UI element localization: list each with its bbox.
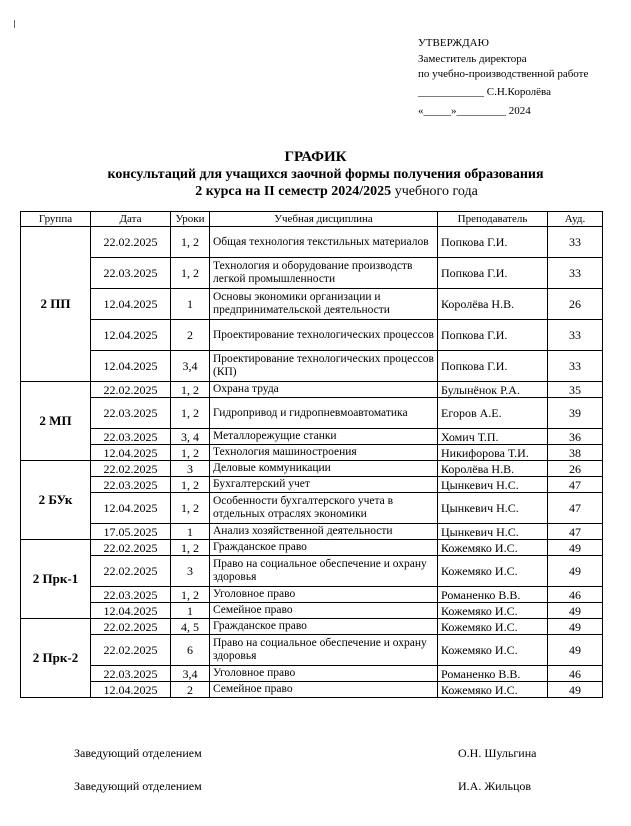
approval-signature: ____________ С.Н.Королёва <box>418 85 551 98</box>
subject-cell: Проектирование технологических процессов <box>210 320 438 351</box>
teacher-cell: Булынёнок Р.А. <box>438 382 548 398</box>
teacher-cell: Никифорова Т.И. <box>438 445 548 461</box>
lessons-cell: 3, 4 <box>171 429 210 445</box>
lessons-cell: 3 <box>171 556 210 587</box>
subject-cell: Гражданское право <box>210 619 438 635</box>
table-row <box>21 429 603 445</box>
room-cell: 26 <box>548 289 603 320</box>
subject-cell: Общая технология текстильных материалов <box>210 227 438 258</box>
room-cell: 49 <box>548 540 603 556</box>
corner-mark <box>14 20 15 28</box>
table-row <box>21 682 603 698</box>
teacher-cell: Кожемяко И.С. <box>438 635 548 666</box>
header-date: Дата <box>91 212 171 227</box>
header-room: Ауд. <box>548 212 603 227</box>
room-cell: 49 <box>548 635 603 666</box>
footer-signature-1 <box>74 746 537 761</box>
date-cell: 22.03.2025 <box>91 666 171 682</box>
lessons-cell: 1, 2 <box>171 398 210 429</box>
lessons-cell: 1 <box>171 524 210 540</box>
lessons-cell: 1, 2 <box>171 445 210 461</box>
room-cell: 26 <box>548 461 603 477</box>
subject-cell: Право на социальное обеспечение и охрану здоровья <box>210 556 438 587</box>
teacher-cell: Хомич Т.П. <box>438 429 548 445</box>
lessons-cell: 3,4 <box>171 351 210 382</box>
date-cell: 22.03.2025 <box>91 398 171 429</box>
date-cell: 22.02.2025 <box>91 461 171 477</box>
table-row <box>21 227 603 258</box>
lessons-cell: 1, 2 <box>171 258 210 289</box>
room-cell: 46 <box>548 666 603 682</box>
table-row <box>21 603 603 619</box>
group-cell: 2 Прк-1 <box>21 540 91 619</box>
room-cell: 33 <box>548 320 603 351</box>
group-cell: 2 ПП <box>21 227 91 382</box>
lessons-cell: 4, 5 <box>171 619 210 635</box>
title-term-rest: учебного года <box>391 184 478 199</box>
date-cell: 12.04.2025 <box>91 682 171 698</box>
subject-cell: Проектирование технологических процессов (КП) <box>210 351 438 382</box>
teacher-cell: Кожемяко И.С. <box>438 619 548 635</box>
table-row <box>21 258 603 289</box>
room-cell: 47 <box>548 477 603 493</box>
header-teacher: Преподаватель <box>438 212 548 227</box>
teacher-cell: Попкова Г.И. <box>438 227 548 258</box>
table-header-row <box>21 212 603 227</box>
room-cell: 33 <box>548 351 603 382</box>
room-cell: 39 <box>548 398 603 429</box>
subject-cell: Основы экономики организации и предпринимательской деятельности <box>210 289 438 320</box>
table-row <box>21 320 603 351</box>
teacher-cell: Кожемяко И.С. <box>438 603 548 619</box>
lessons-cell: 2 <box>171 320 210 351</box>
table-row <box>21 524 603 540</box>
footer-signature-2 <box>74 779 532 794</box>
approval-block <box>418 36 588 120</box>
subject-cell: Бухгалтерский учет <box>210 477 438 493</box>
date-cell: 22.02.2025 <box>91 227 171 258</box>
date-cell: 22.02.2025 <box>91 619 171 635</box>
lessons-cell: 1, 2 <box>171 382 210 398</box>
footer-name: И.А. Жильцов <box>458 779 532 793</box>
lessons-cell: 1, 2 <box>171 540 210 556</box>
teacher-cell: Королёва Н.В. <box>438 461 548 477</box>
subject-cell: Гражданское право <box>210 540 438 556</box>
table-row <box>21 445 603 461</box>
lessons-cell: 3 <box>171 461 210 477</box>
room-cell: 36 <box>548 429 603 445</box>
date-cell: 12.04.2025 <box>91 289 171 320</box>
room-cell: 49 <box>548 619 603 635</box>
table-row <box>21 540 603 556</box>
subject-cell: Право на социальное обеспечение и охрану здоровья <box>210 635 438 666</box>
room-cell: 35 <box>548 382 603 398</box>
table-row <box>21 556 603 587</box>
teacher-cell: Егоров А.Е. <box>438 398 548 429</box>
subject-cell: Технология и оборудование производств легкой промышленности <box>210 258 438 289</box>
footer-role: Заведующий отделением <box>74 779 202 793</box>
teacher-cell: Попкова Г.И. <box>438 351 548 382</box>
room-cell: 49 <box>548 556 603 587</box>
lessons-cell: 1, 2 <box>171 477 210 493</box>
approval-date: «_____»_________ 2024 <box>418 105 531 117</box>
subject-cell: Особенности бухгалтерского учета в отдельных отраслях экономики <box>210 493 438 524</box>
table-row <box>21 619 603 635</box>
group-cell: 2 Прк-2 <box>21 619 91 698</box>
table-row <box>21 666 603 682</box>
room-cell: 49 <box>548 603 603 619</box>
table-row <box>21 635 603 666</box>
table-row <box>21 461 603 477</box>
teacher-cell: Цынкевич Н.С. <box>438 524 548 540</box>
teacher-cell: Романенко В.В. <box>438 587 548 603</box>
header-group: Группа <box>21 212 91 227</box>
table-row <box>21 289 603 320</box>
teacher-cell: Кожемяко И.С. <box>438 540 548 556</box>
room-cell: 47 <box>548 493 603 524</box>
date-cell: 22.03.2025 <box>91 429 171 445</box>
teacher-cell: Королёва Н.В. <box>438 289 548 320</box>
date-cell: 22.02.2025 <box>91 556 171 587</box>
subject-cell: Гидропривод и гидропневмоавтоматика <box>210 398 438 429</box>
subject-cell: Металлорежущие станки <box>210 429 438 445</box>
subject-cell: Уголовное право <box>210 666 438 682</box>
table-row <box>21 351 603 382</box>
date-cell: 12.04.2025 <box>91 603 171 619</box>
teacher-cell: Цынкевич Н.С. <box>438 493 548 524</box>
lessons-cell: 1, 2 <box>171 587 210 603</box>
subject-cell: Технология машиностроения <box>210 445 438 461</box>
subject-cell: Уголовное право <box>210 587 438 603</box>
header-subject: Учебная дисциплина <box>210 212 438 227</box>
footer-name: О.Н. Шульгина <box>458 746 537 760</box>
room-cell: 33 <box>548 227 603 258</box>
lessons-cell: 1, 2 <box>171 227 210 258</box>
approval-position: Заместитель директора <box>418 52 527 65</box>
teacher-cell: Кожемяко И.С. <box>438 556 548 587</box>
consultation-schedule-table <box>20 211 603 698</box>
date-cell: 22.02.2025 <box>91 382 171 398</box>
date-cell: 12.04.2025 <box>91 320 171 351</box>
lessons-cell: 1 <box>171 289 210 320</box>
teacher-cell: Кожемяко И.С. <box>438 682 548 698</box>
room-cell: 33 <box>548 258 603 289</box>
room-cell: 47 <box>548 524 603 540</box>
group-cell: 2 МП <box>21 382 91 461</box>
room-cell: 46 <box>548 587 603 603</box>
room-cell: 38 <box>548 445 603 461</box>
subject-cell: Охрана труда <box>210 382 438 398</box>
subject-cell: Анализ хозяйственной деятельности <box>210 524 438 540</box>
room-cell: 49 <box>548 682 603 698</box>
date-cell: 12.04.2025 <box>91 493 171 524</box>
date-cell: 22.02.2025 <box>91 540 171 556</box>
approval-heading: УТВЕРЖДАЮ <box>418 37 489 49</box>
subject-cell: Семейное право <box>210 682 438 698</box>
table-row <box>21 382 603 398</box>
teacher-cell: Романенко В.В. <box>438 666 548 682</box>
title-term <box>0 183 631 200</box>
teacher-cell: Цынкевич Н.С. <box>438 477 548 493</box>
table-body <box>21 227 603 698</box>
lessons-cell: 2 <box>171 682 210 698</box>
date-cell: 22.02.2025 <box>91 635 171 666</box>
title-term-bold: 2 курса на II семестр 2024/2025 <box>195 184 392 199</box>
table-row <box>21 398 603 429</box>
table-row <box>21 587 603 603</box>
header-lessons: Уроки <box>171 212 210 227</box>
date-cell: 22.03.2025 <box>91 477 171 493</box>
date-cell: 22.03.2025 <box>91 587 171 603</box>
teacher-cell: Попкова Г.И. <box>438 258 548 289</box>
footer-role: Заведующий отделением <box>74 746 202 760</box>
title-subheading: консультаций для учащихся заочной формы получения образования <box>107 167 544 182</box>
teacher-cell: Попкова Г.И. <box>438 320 548 351</box>
date-cell: 12.04.2025 <box>91 445 171 461</box>
approval-position-detail: по учебно-производственной работе <box>418 68 589 80</box>
table-row <box>21 493 603 524</box>
lessons-cell: 6 <box>171 635 210 666</box>
lessons-cell: 1, 2 <box>171 493 210 524</box>
subject-cell: Деловые коммуникации <box>210 461 438 477</box>
table-row <box>21 477 603 493</box>
document-title <box>0 148 631 200</box>
title-heading: ГРАФИК <box>284 149 347 165</box>
lessons-cell: 1 <box>171 603 210 619</box>
date-cell: 22.03.2025 <box>91 258 171 289</box>
lessons-cell: 3,4 <box>171 666 210 682</box>
date-cell: 12.04.2025 <box>91 351 171 382</box>
group-cell: 2 БУк <box>21 461 91 540</box>
subject-cell: Семейное право <box>210 603 438 619</box>
date-cell: 17.05.2025 <box>91 524 171 540</box>
